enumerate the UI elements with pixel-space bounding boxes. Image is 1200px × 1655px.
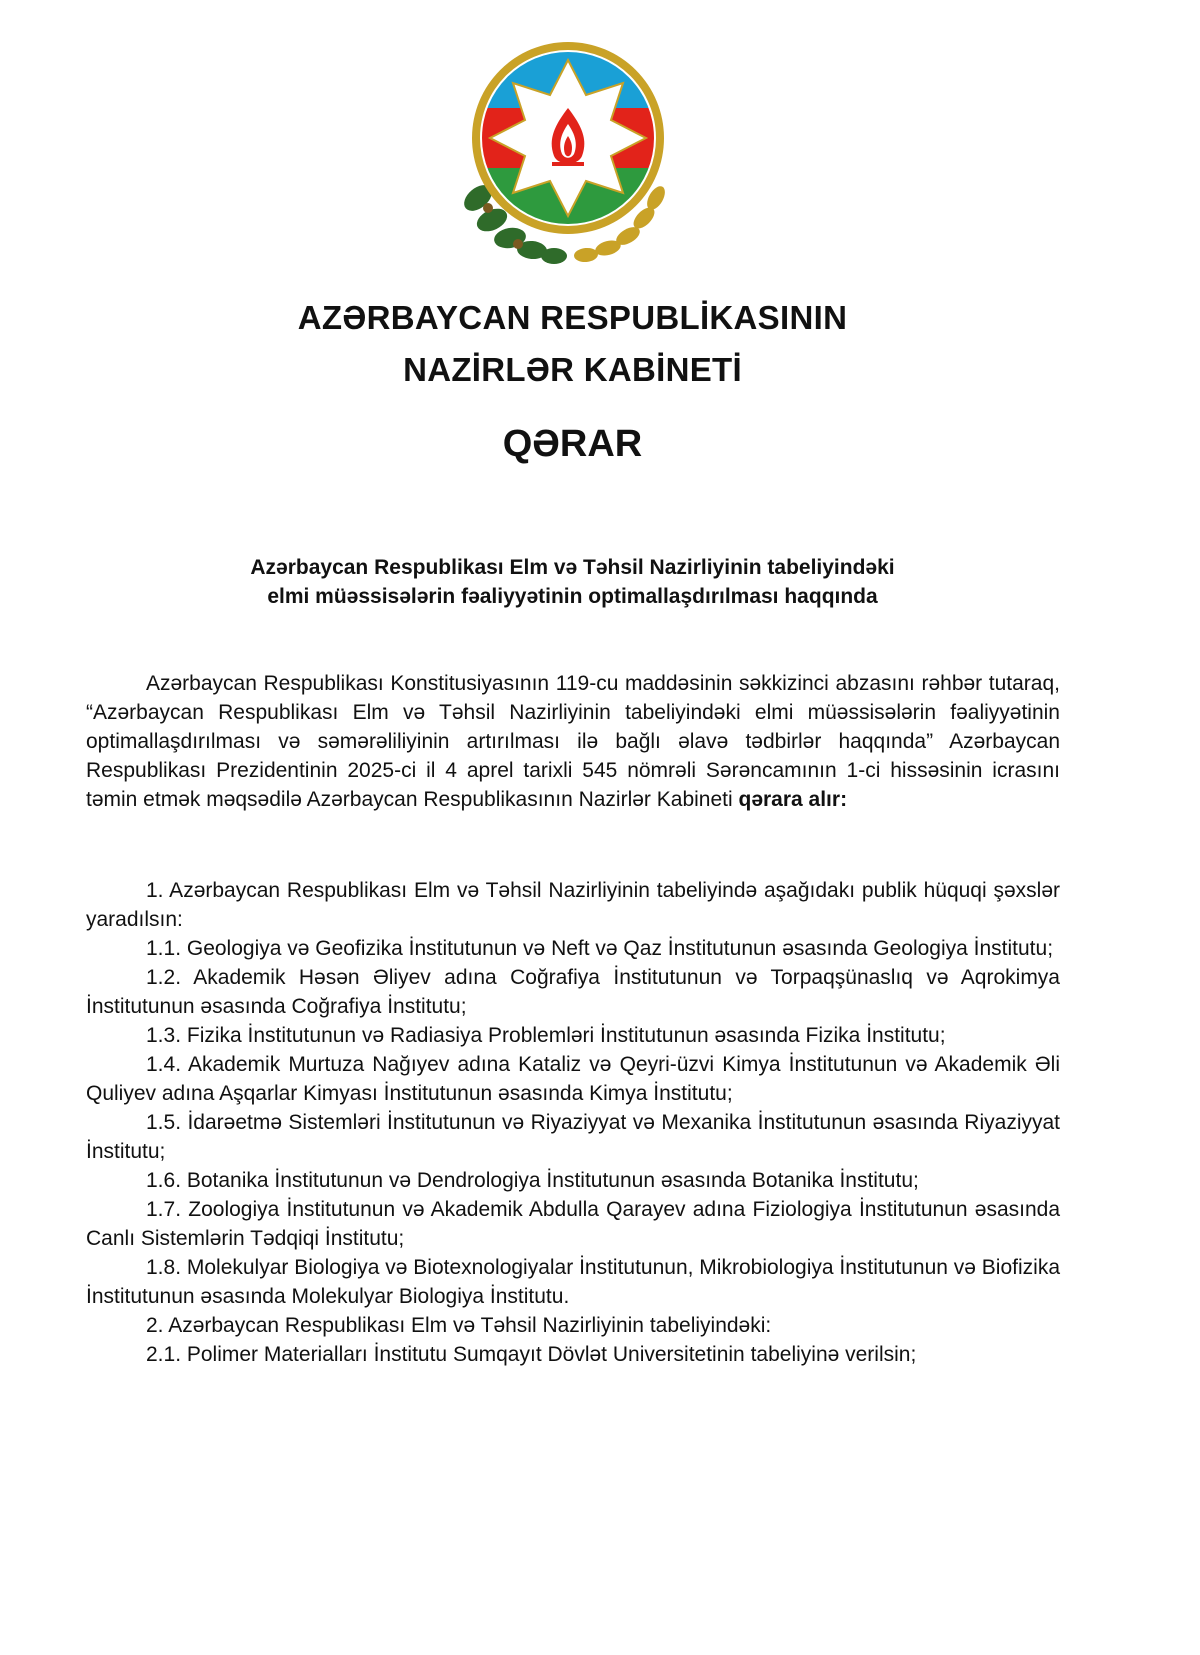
state-emblem-icon [458,38,678,268]
organization-title: AZƏRBAYCAN RESPUBLİKASININ [297,299,848,336]
decision-items [86,876,1060,1369]
list-item: 1.4. Akademik Murtuza Nağıyev adına Kataliz və Qeyri-üzvi Kimya İnstitutunun və Akademik Əli Quliyev adına Aşqarlar Kimyası İnstitutunun əsasında Kimya İnstitutu; [86,1053,1060,1105]
list-item: 2. Azərbaycan Respublikası Elm və Təhsil Nazirliyinin tabeliyindəki: [146,1314,772,1337]
list-item: 1.8. Molekulyar Biologiya və Biotexnologiyalar İnstitutunun, Mikrobiologiya İnstitutunun və Biofizika İnstitutunun əsasında Molekulyar Biologiya İnstitutu. [86,1256,1060,1308]
list-item: 1.1. Geologiya və Geofizika İnstitutunun və Neft və Qaz İnstitutunun əsasında Geologiya İnstitutu; [146,937,1054,960]
list-item: 2.1. Polimer Materialları İnstitutu Sumqayıt Dövlət Universitetinin tabeliyinə verilsin; [146,1343,917,1366]
organization-subtitle: NAZİRLƏR KABİNETİ [403,351,742,388]
document-type-title: QƏRAR [502,423,643,465]
preamble-paragraph [86,669,1060,814]
list-item: 1.5. İdarəetmə Sistemləri İnstitutunun və Riyaziyyat və Mexanika İnstitutunun əsasında Riyaziyyat İnstitutu; [86,1111,1060,1163]
list-item: 1.7. Zoologiya İnstitutunun və Akademik Abdulla Qarayev adına Fiziologiya İnstitutunun əsasında Canlı Sistemlərin Tədqiqi İnstitutu; [86,1198,1060,1250]
list-item: 1.2. Akademik Həsən Əliyev adına Coğrafiya İnstitutunun və Torpaqşünaslıq və Aqrokimya İnstitutunun əsasında Coğrafiya İnstitutu; [86,966,1060,1018]
document-subject-line-2: elmi müəssisələrin fəaliyyətinin optimallaşdırılması haqqında [267,585,878,608]
list-item: 1.3. Fizika İnstitutunun və Radiasiya Problemləri İnstitutunun əsasında Fizika İnstitutu; [146,1024,946,1047]
preamble-text [86,669,1060,814]
decision-phrase: qərara alır: [738,788,848,811]
document-subject-line-1: Azərbaycan Respublikası Elm və Təhsil Nazirliyinin tabeliyindəki [250,556,895,579]
preamble-body: Azərbaycan Respublikası Konstitusiyasının 119-cu maddəsinin səkkizinci abzasını rəhbər tutaraq, “Azərbaycan Respublikası Elm və Təhsil Nazirliyinin tabeliyindəki elmi müəssisələrin fəaliyyətinin optimallaşdırılması və səmərəliliyinin artırılması ilə bağlı əlavə tədbirlər haqqında” Azərbaycan Respublikası Prezidentinin 2025-ci il 4 aprel tarixli 545 nömrəli Sərəncamının 1-ci hissəsinin icrasını təmin etmək məqsədilə Azərbaycan Respublikasının Nazirlər Kabineti [86,672,1060,811]
list-item: 1.6. Botanika İnstitutunun və Dendrologiya İnstitutunun əsasında Botanika İnstitutu; [146,1169,919,1192]
list-item: 1. Azərbaycan Respublikası Elm və Təhsil Nazirliyinin tabeliyində aşağıdakı publik hüquqi şəxslər yaradılsın: [86,879,1060,931]
